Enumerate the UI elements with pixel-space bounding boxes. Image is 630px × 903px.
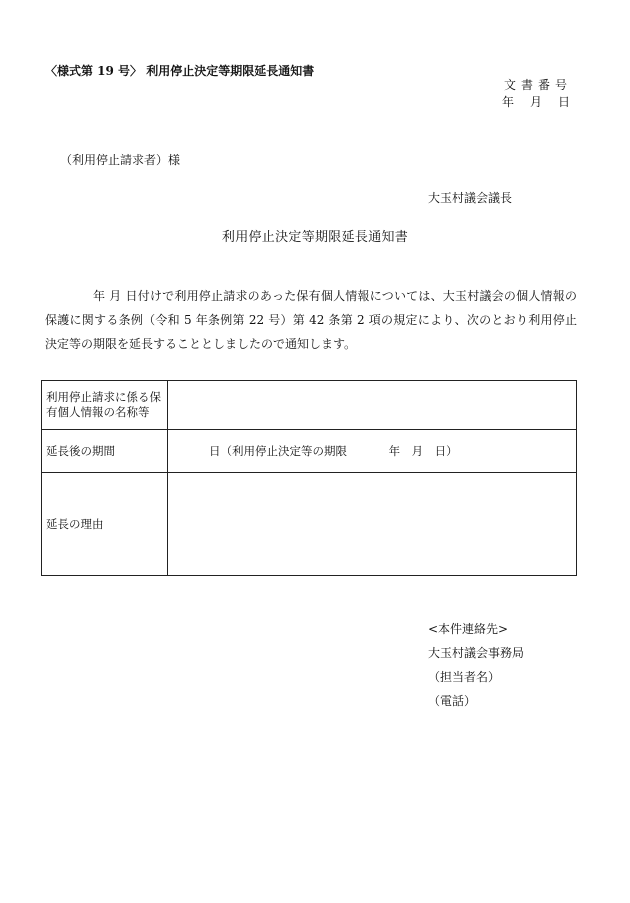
document-number-label: 文書番号: [503, 78, 572, 92]
contact-heading: <本件連絡先>: [428, 622, 509, 636]
info-name-value: [168, 381, 577, 430]
contact-office: 大玉村議会事務局: [428, 646, 525, 660]
table-row: [42, 430, 577, 473]
sender: 大玉村議会議長: [427, 191, 512, 205]
extension-period-value: [168, 430, 577, 473]
body-text: 年 月 日付けで利用停止請求のあった保有個人情報については、大玉村議会の個人情報の保護に関する条例（令和 5 年条例第 22 号）第 42 条第 2 項の規定により、次のとおり利用停止決定等の期限を延長することとしましたので通知します。: [45, 289, 577, 351]
contact-block: [428, 617, 524, 713]
table-row: [42, 473, 577, 576]
info-table: [41, 380, 577, 576]
extension-period-label: 延長後の期間: [42, 430, 168, 473]
extension-reason-value: [168, 473, 577, 576]
document-title: 利用停止決定等期限延長通知書: [221, 230, 409, 245]
contact-phone: （電話）: [428, 694, 477, 708]
extension-deadline-date: 年 月 日）: [388, 443, 458, 458]
extension-days-text: 日（利用停止決定等の期限: [209, 443, 347, 458]
date-label: 年 月 日: [501, 95, 572, 109]
extension-reason-label: 延長の理由: [42, 473, 168, 576]
table-row: [42, 381, 577, 430]
info-name-label: 利用停止請求に係る保有個人情報の名称等: [42, 381, 168, 430]
addressee: （利用停止請求者）様: [60, 153, 181, 167]
contact-person: （担当者名）: [428, 670, 501, 684]
form-number: 〈様式第 19 号〉 利用停止決定等期限延長通知書: [45, 64, 315, 78]
